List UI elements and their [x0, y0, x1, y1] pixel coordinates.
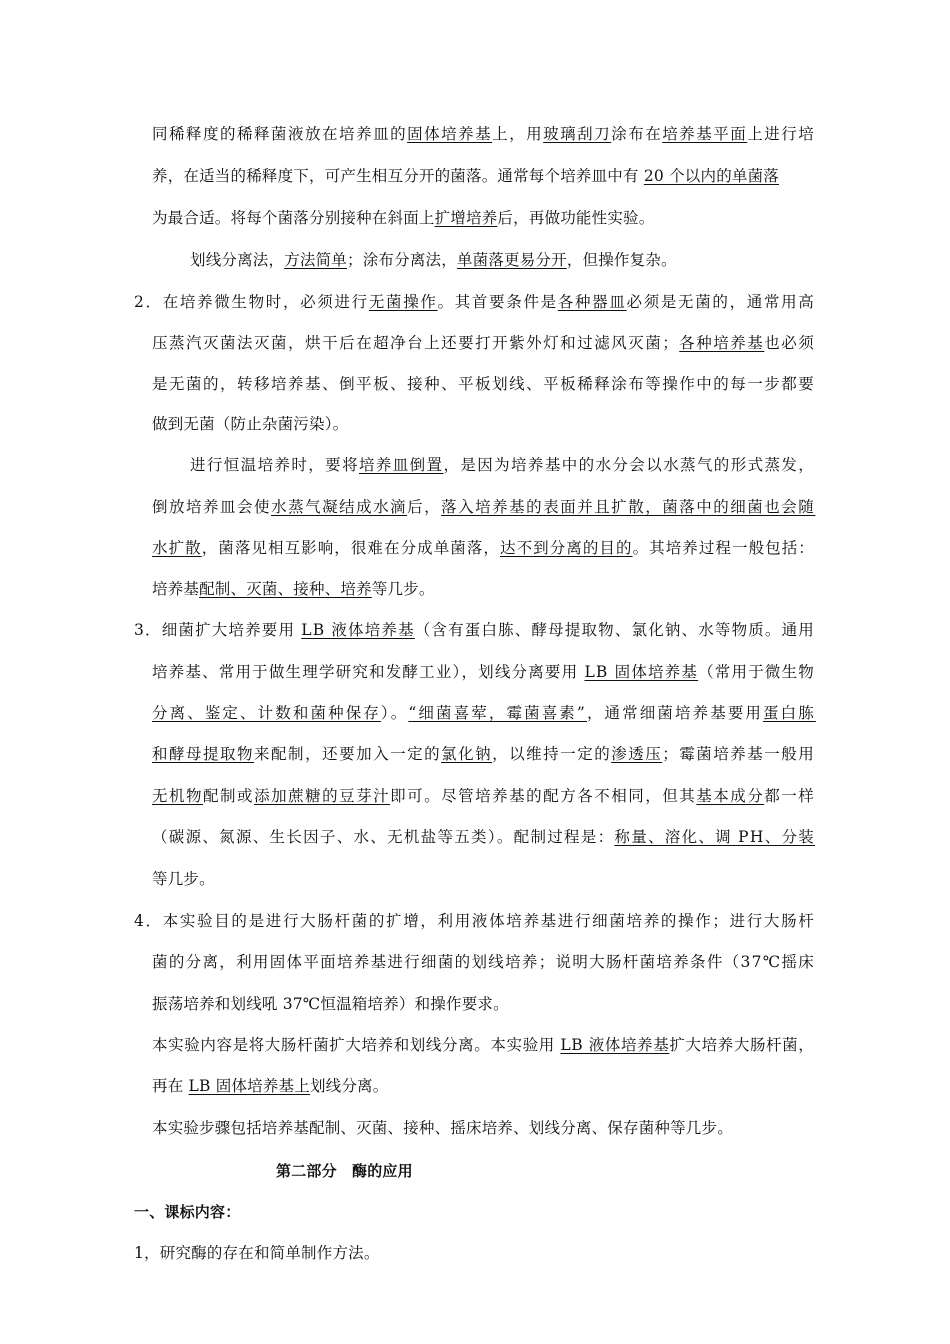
underlined-term: LB 液体培养基	[301, 621, 415, 639]
underlined-term: 氯化钠	[441, 745, 493, 763]
underlined-term: 培养皿倒置	[358, 456, 444, 474]
text-run: 也必须	[764, 334, 816, 352]
text-run: ）。	[380, 704, 409, 722]
text-run: ，但操作复杂。	[566, 251, 677, 269]
text-line	[152, 703, 816, 723]
text-line	[134, 911, 815, 931]
underlined-term: 渗透压	[611, 745, 663, 763]
text-line	[190, 455, 815, 475]
underlined-term: 基本成分	[696, 787, 765, 805]
text-run: 涂布在	[611, 125, 663, 143]
text-run: 为最合适。将每个菌落分别接种在斜面上	[152, 209, 435, 227]
text-run: 即可。尽管培养基的配方各不相同，但其	[390, 787, 697, 805]
underlined-term: 称量、溶化、调 PH、分装	[614, 828, 816, 846]
underlined-term: 扩增培养	[434, 209, 498, 227]
text-run: 一、课标内容：	[134, 1203, 241, 1221]
text-run: 培养基	[152, 580, 200, 598]
text-run: ，菌落见相互影响，很难在分成单菌落，	[201, 539, 500, 557]
underlined-term: 蛋白胨	[763, 704, 816, 722]
underlined-term: LB 固体培养基上	[188, 1077, 310, 1095]
text-run: 2．在培养微生物时，必须进行	[134, 293, 369, 311]
underlined-term: 水蒸气凝结成水滴	[271, 498, 408, 516]
text-line	[152, 786, 815, 806]
text-line	[152, 827, 815, 847]
underlined-term: 固体培养基	[407, 125, 493, 143]
text-line	[134, 292, 815, 312]
text-run: 等几步。	[152, 870, 215, 888]
text-line	[152, 333, 815, 353]
text-line	[152, 497, 815, 517]
text-run: ；霉菌培养基一般用	[662, 745, 816, 763]
text-line	[152, 579, 435, 599]
text-run: 都一样	[764, 787, 816, 805]
text-line	[152, 1076, 388, 1096]
text-line	[152, 869, 215, 889]
text-run: 同稀释度的稀释菌液放在培养皿的	[152, 125, 408, 143]
text-run: 压蒸汽灭菌法灭菌，烘干后在超净台上还要打开紫外灯和过滤风灭菌；	[152, 334, 680, 352]
underlined-term: 分离、鉴定、计数和菌种保存	[152, 704, 381, 722]
text-run: 本实验内容是将大肠杆菌扩大培养和划线分离。本实验用	[152, 1036, 561, 1054]
underlined-term: 各种器皿	[557, 293, 627, 311]
text-line	[152, 414, 348, 434]
text-line	[152, 166, 779, 186]
text-line	[190, 250, 677, 270]
text-line	[134, 1243, 380, 1263]
text-run: （碳源、氮源、生长因子、水、无机盐等五类）。配制过程是：	[152, 828, 615, 846]
text-run: 4．本实验目的是进行大肠杆菌的扩增，利用液体培养基进行细菌培养的操作；进行大肠杆	[134, 912, 816, 930]
text-run: 配制或	[203, 787, 255, 805]
underlined-term: 达不到分离的目的	[500, 539, 633, 557]
text-run: 等几步。	[371, 580, 435, 598]
text-run: 做到无菌（防止杂菌污染）。	[152, 415, 349, 433]
text-line	[152, 374, 815, 394]
text-run: ，以维持一定的	[492, 745, 612, 763]
text-line	[152, 744, 815, 764]
text-run: 。其首要条件是	[437, 293, 558, 311]
text-line	[152, 662, 815, 682]
underlined-term: 单菌落更易分开	[456, 251, 567, 269]
text-run: 是无菌的，转移培养基、倒平板、接种、平板划线、平板稀释涂布等操作中的每一步都要	[152, 375, 816, 393]
text-run: 后，	[407, 498, 442, 516]
text-run: ，通常细菌培养基要用	[586, 704, 764, 722]
heading-line	[134, 1202, 240, 1222]
text-line	[152, 994, 509, 1014]
underlined-term: 方法简单	[284, 251, 348, 269]
text-run: 养，在适当的稀释度下，可产生相互分开的菌落。通常每个培养皿中有	[152, 167, 644, 185]
text-run: 1，研究酶的存在和简单制作方法。	[134, 1244, 380, 1262]
heading-line	[276, 1161, 413, 1181]
text-run: 划线分离法，	[190, 251, 285, 269]
underlined-term: 配制、灭菌、接种、培养	[199, 580, 372, 598]
text-line	[152, 124, 815, 144]
underlined-term: 玻璃刮刀	[543, 125, 612, 143]
underlined-term: 落入培养基的表面并且扩散，菌落中的细菌也会随	[441, 498, 816, 516]
underlined-term: 无机物	[152, 787, 204, 805]
underlined-term: 各种培养基	[679, 334, 765, 352]
text-run: 进行恒温培养时，要将	[190, 456, 359, 474]
text-run: （含有蛋白胨、酵母提取物、氯化钠、水等物质。通用	[414, 621, 815, 639]
text-run: 倒放培养皿会使	[152, 498, 272, 516]
text-run: 后，再做功能性实验。	[497, 209, 655, 227]
text-run: 来配制，还要加入一定的	[254, 745, 442, 763]
text-line	[152, 208, 654, 228]
underlined-term: 和酵母提取物	[152, 745, 255, 763]
text-run: 扩大培养大肠杆菌，	[669, 1036, 815, 1054]
underlined-term: “细菌喜荤，霉菌喜素”	[408, 704, 587, 722]
text-run: 3．细菌扩大培养要用	[134, 621, 302, 639]
text-run: 。其培养过程一般包括：	[632, 539, 815, 557]
text-line	[152, 1035, 814, 1055]
text-line	[134, 620, 815, 640]
text-run: ，是因为培养基中的水分会以水蒸气的形式蒸发，	[443, 456, 816, 474]
underlined-term: 培养基平面	[662, 125, 748, 143]
underlined-term: LB 液体培养基	[560, 1036, 670, 1054]
underlined-term: 添加蔗糖的豆芽汁	[254, 787, 391, 805]
text-run: 上，用	[492, 125, 544, 143]
text-run: 必须是无菌的，通常用高	[626, 293, 816, 311]
text-run: 划线分离。	[309, 1077, 389, 1095]
text-run: 培养基、常用于做生理学研究和发酵工业），划线分离要用	[152, 663, 585, 681]
text-run: （常用于微生物	[698, 663, 815, 681]
text-run: 第二部分 酶的应用	[276, 1162, 413, 1180]
text-run: 振荡培养和划线吼 37℃恒温箱培养）和操作要求。	[152, 995, 509, 1013]
text-line	[152, 538, 815, 558]
text-run: 上进行培	[747, 125, 816, 143]
text-run: 菌的分离，利用固体平面培养基进行细菌的划线培养；说明大肠杆菌培养条件（37℃摇床	[152, 953, 816, 971]
underlined-term: 水扩散	[152, 539, 202, 557]
text-run: 再在	[152, 1077, 189, 1095]
text-line	[152, 1118, 733, 1138]
text-line	[152, 952, 815, 972]
underlined-term: 无菌操作	[368, 293, 438, 311]
underlined-term: 20 个以内的单菌落	[643, 167, 779, 185]
text-run: 本实验步骤包括培养基配制、灭菌、接种、摇床培养、划线分离、保存菌种等几步。	[152, 1119, 733, 1137]
underlined-term: LB 固体培养基	[584, 663, 699, 681]
text-run: ；涂布分离法，	[347, 251, 457, 269]
